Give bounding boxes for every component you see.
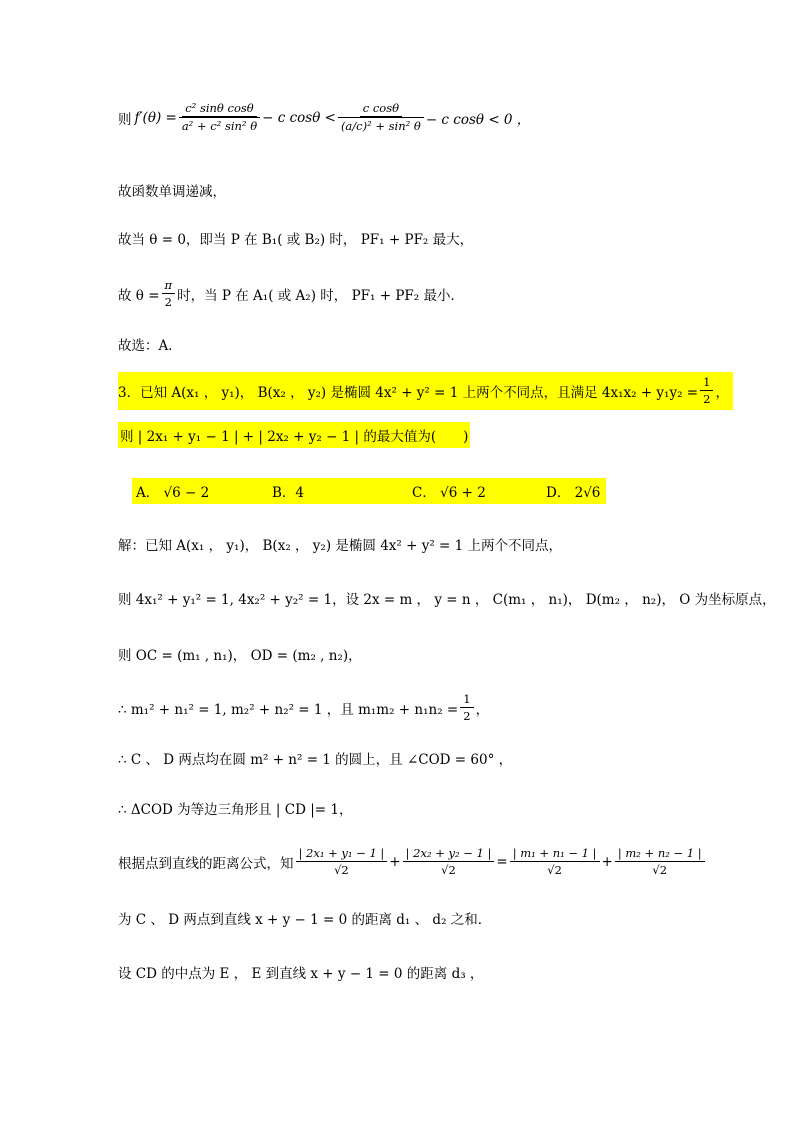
solution-line-5: ∴ C 、 D 两点均在圆 m² + n² = 1 的圆上，且 ∠COD = 60° ， [118,752,513,768]
solution-fraction-half: $\frac{1}{2}$ [460,692,473,725]
distance-fraction-3: $\frac{\text{| m₁ + n₁ − 1 |}}{√2}$ [510,846,600,879]
derivative-inequality-line [118,98,530,138]
monotone-line: 故函数单调递减， [118,184,226,200]
pi-over-2-fraction: $\frac{\pi}{2}$ [162,278,176,311]
answer-line: 故选：A． [118,338,182,354]
line1-prefix: 则 [118,112,132,128]
question-line-2: 则 | 2x₁ + y₁ − 1 | + | 2x₂ + y₂ − 1 | 的最大值为( ) [118,422,470,448]
question-line-1: 3．已知 A(x₁ ， y₁)， B(x₂ ， y₂) 是椭圆 4x² + y² = 1 上两个不同点，且满足 4x₁x₂ + y₁y₂ = $\frac{1}{2}$ ， [118,372,733,410]
line1-tail: − c cosθ < 0 ， [425,112,531,128]
solution-line-4: ∴ m₁² + n₁² = 1, m₂² + n₂² = 1 ，且 m₁m₂ + n₁n₂ = $\frac{1}{2}$ ， [118,691,490,723]
solution-line-1: 解：已知 A(x₁ ， y₁)， B(x₂ ， y₂) 是椭圆 4x² + y² = 1 上两个不同点， [118,538,563,554]
line1-mid: − c cosθ < [262,110,336,126]
solution-line-9: 设 CD 的中点为 E ， E 到直线 x + y − 1 = 0 的距离 d₃ ， [118,966,484,982]
option-b: B．4 [272,485,305,501]
max-line: 故当 θ = 0，即当 P 在 B₁( 或 B₂) 时， PF₁ + PF₂ 最大， [118,232,474,248]
distance-fraction-1: $\frac{\text{| 2x₁ + y₁ − 1 |}}{√2}$ [296,846,388,879]
solution-line-6: ∴ ΔCOD 为等边三角形且 | CD |= 1， [118,802,353,818]
solution-line-8: 为 C 、 D 两点到直线 x + y − 1 = 0 的距离 d₁ 、 d₂ 之和． [118,912,492,928]
line1-fraction-1: $\frac{\text{c² sinθ cosθ}}{\text{a² + c² sin² θ}}$ [179,101,260,135]
solution-line-7: 根据点到直线的距离公式，知 $\frac{\text{| 2x₁ + y₁ − 1 |}}{√2}$ + $\frac{\text{| 2x₂ + y₂ − 1 |}}{√2}$ = $\frac{\text{| m₁ + n₁ − 1 |}}{√2}$ + $\frac{\text{| m₂ + n₂ − 1 |}}{√2}$ [118,842,707,882]
distance-fraction-2: $\frac{\text{| 2x₂ + y₂ − 1 |}}{√2}$ [403,846,495,879]
option-a: A． √6 − 2 [136,485,210,501]
options-line [132,478,606,504]
option-c: C． √6 + 2 [412,485,486,501]
solution-line-3: 则 OC = (m₁ , n₁)， OD = (m₂ , n₂)， [118,648,362,664]
line1-fprime: f′(θ) = [134,110,177,126]
distance-fraction-4: $\frac{\text{| m₂ + n₂ − 1 |}}{√2}$ [615,846,705,879]
solution-line-2: 则 4x₁² + y₁² = 1, 4x₂² + y₂² = 1，设 2x = m ， y = n ， C(m₁ ， n₁)， D(m₂ ， n₂)， O 为坐标原点， [118,592,776,608]
min-line: 故 θ = $\frac{\pi}{2}$ 时，当 P 在 A₁( 或 A₂) 时， PF₁ + PF₂ 最小． [118,277,464,309]
question-fraction: $\frac{1}{2}$ [700,375,713,408]
line1-fraction-2: $\frac{\text{c cosθ}}{\text{(a/c)² + sin² θ}}$ [338,101,424,135]
option-d: D． 2√6 [546,485,601,501]
